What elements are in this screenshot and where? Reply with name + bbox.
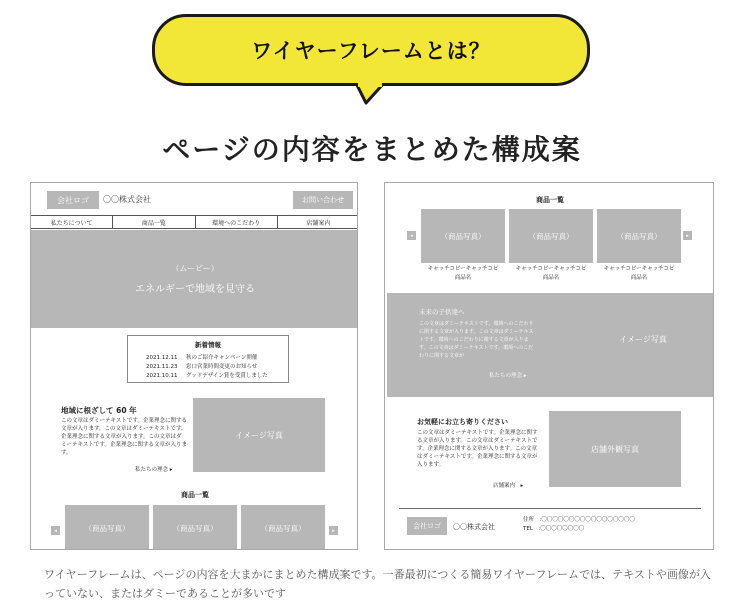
product-name: 商品名 xyxy=(630,275,648,281)
news-text: グッドデザイン賞を受賞しました xyxy=(186,373,268,379)
feature-link[interactable]: 私たちの理念 ▸ xyxy=(489,373,527,379)
visit-title: お気軽にお立ち寄りください xyxy=(417,418,508,426)
company-name: 〇〇株式会社 xyxy=(103,195,151,204)
hero-label: （ムービー） xyxy=(171,264,219,273)
logo-placeholder: 会社ロゴ xyxy=(47,191,99,209)
nav-item-environment[interactable]: 環境へのこだわり xyxy=(196,216,278,228)
news-date: 2021.11.23 xyxy=(146,364,178,370)
hero-catchphrase: エネルギーで地域を見守る xyxy=(135,284,255,295)
store-image-placeholder: 店舗外観写真 xyxy=(549,411,681,487)
news-text: 窓口営業時間変更のお知らせ xyxy=(186,364,258,370)
product-photo[interactable]: （商品写真） xyxy=(421,209,505,263)
footer-logo-placeholder: 会社ロゴ xyxy=(407,517,447,535)
title-bubble xyxy=(152,14,590,86)
global-nav xyxy=(31,215,358,229)
product-photo[interactable]: （商品写真） xyxy=(597,209,681,263)
product-catchcopy: キャッチコピーキャッチコピ xyxy=(603,266,675,272)
product-name: 商品名 xyxy=(542,275,560,281)
product-photo[interactable]: （商品写真） xyxy=(65,505,149,550)
news-date: 2021.12.11 xyxy=(146,355,178,361)
bubble-tail xyxy=(356,83,384,105)
next-arrow-icon[interactable]: ▸ xyxy=(329,526,338,535)
product-photo[interactable]: （商品写真） xyxy=(509,209,593,263)
bubble-title: ワイヤーフレームとは？ xyxy=(251,39,491,63)
news-item[interactable] xyxy=(146,362,257,370)
about-link[interactable]: 私たちの理念 ▸ xyxy=(135,467,173,473)
product-catchcopy: キャッチコピーキャッチコピ xyxy=(427,266,499,272)
feature-title: 未来の子供達へ xyxy=(419,308,465,316)
wireframe-top-page xyxy=(30,182,358,550)
news-title: 新着情報 xyxy=(195,341,221,349)
footer-address: 住所 :〇〇〇〇〇〇〇〇〇〇〇〇〇〇〇〇〇 TEL :〇〇〇〇〇〇〇〇 xyxy=(523,517,635,532)
footer-company-name: 〇〇株式会社 xyxy=(453,523,495,531)
product-caption xyxy=(420,265,506,283)
product-caption xyxy=(508,265,594,283)
news-text: 秋のご紹介キャンペーン開催 xyxy=(186,355,258,361)
news-item[interactable] xyxy=(146,371,268,379)
page-heading: ページの内容をまとめた構成案 xyxy=(162,133,582,166)
news-item[interactable] xyxy=(146,353,257,361)
footer-divider xyxy=(399,508,701,509)
prev-arrow-icon[interactable]: ◂ xyxy=(51,526,60,535)
news-box xyxy=(127,335,289,383)
caption-text: ワイヤーフレームは、ページの内容を大まかにまとめた構成案です。一番最初につくる簡易ワイヤーフレームでは、テキストや画像が入っていない、またはダミーであることが多いです xyxy=(44,568,711,600)
product-name: 商品名 xyxy=(454,275,472,281)
product-catchcopy: キャッチコピーキャッチコピ xyxy=(515,266,587,272)
nav-item-products[interactable]: 商品一覧 xyxy=(113,216,195,228)
about-image-placeholder: イメージ写真 xyxy=(193,398,325,472)
contact-button[interactable]: お問い合わせ xyxy=(293,191,353,209)
product-photo[interactable]: （商品写真） xyxy=(241,505,325,550)
next-arrow-icon[interactable]: ▸ xyxy=(683,231,692,240)
nav-item-stores[interactable]: 店舗案内 xyxy=(306,219,331,227)
store-link[interactable]: 店舗案内 ▸ xyxy=(493,483,524,489)
product-caption xyxy=(596,265,682,283)
feature-body: この文章はダミーテキストです。環境へのこだわりに関する文章が入ります。この文章はダミーテキストです。環境へのこだわりに関する文章が入ります。この文章はダミーテキストです。環境へのこだわりに関する文章が xyxy=(419,321,534,359)
products-title: 商品一覧 xyxy=(536,196,564,204)
product-photo[interactable]: （商品写真） xyxy=(153,505,237,550)
hero-movie xyxy=(31,230,358,328)
feature-image-label: イメージ写真 xyxy=(619,334,667,344)
nav-item-about[interactable]: 私たちについて xyxy=(31,216,113,228)
visit-body: この文章はダミーテキストです。企業理念に関する文章が入ります。この文章はダミーテキストです。企業理念に関する文章が入ります。この文章はダミーテキストです。企業理念に関する文章が入ります。 xyxy=(417,430,538,468)
about-body: この文章はダミーテキストです。企業理念に関する文章が入ります。この文章はダミーテキストです。企業理念に関する文章が入ります。この文章はダミーテキストです。企業理念に関する文章が入ります。 xyxy=(61,418,187,456)
news-date: 2021.10.11 xyxy=(146,373,178,379)
wireframe-lower-page xyxy=(384,182,714,550)
products-title: 商品一覧 xyxy=(181,491,209,499)
prev-arrow-icon[interactable]: ◂ xyxy=(407,231,416,240)
about-title: 地域に根ざして 60 年 xyxy=(61,406,137,415)
